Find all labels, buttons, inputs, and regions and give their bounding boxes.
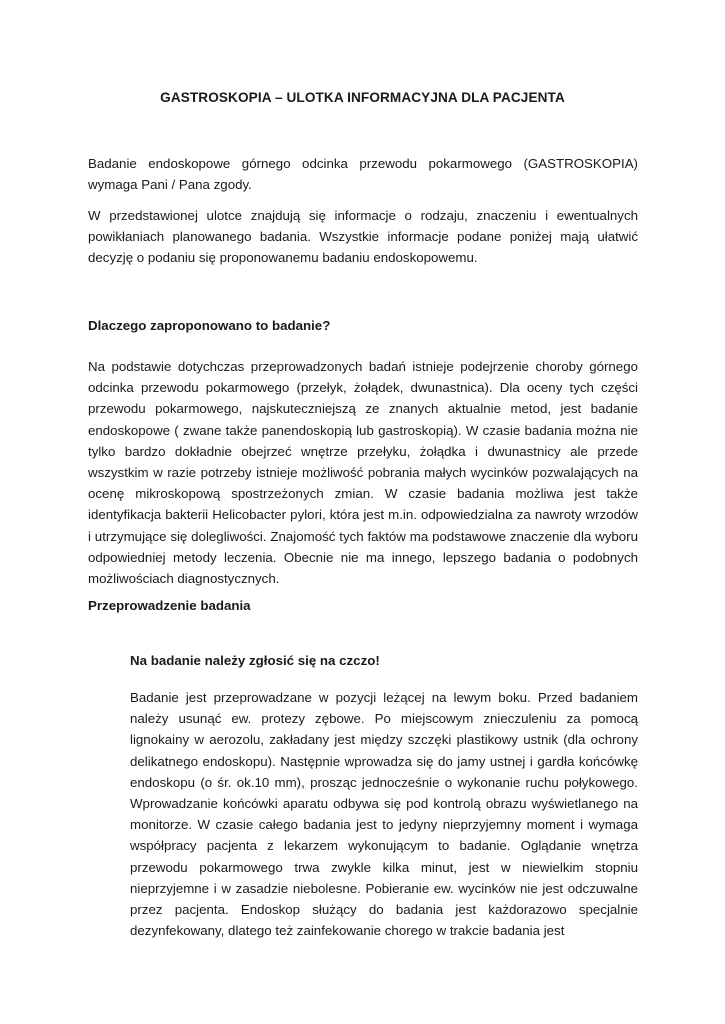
- intro-paragraph-purpose: W przedstawionej ulotce znajdują się informacje o rodzaju, znaczeniu i ewentualnych powikłaniach planowanego badania. Wszystkie informacje podane poniżej mają ułatwić decyzję o podaniu się proponowanemu badaniu endoskopowemu.: [88, 208, 638, 266]
- fasting-notice: Na badanie należy zgłosić się na czczo!: [130, 653, 380, 668]
- section-heading-procedure: Przeprowadzenie badania: [88, 598, 251, 613]
- intro-paragraph-consent: Badanie endoskopowe górnego odcinka przewodu pokarmowego (GASTROSKOPIA) wymaga Pani / Pana zgody.: [88, 156, 638, 193]
- section-heading-why: Dlaczego zaproponowano to badanie?: [88, 318, 331, 333]
- document-title: GASTROSKOPIA – ULOTKA INFORMACYJNA DLA PACJENTA: [160, 90, 565, 105]
- section-paragraph-why: Na podstawie dotychczas przeprowadzonych badań istnieje podejrzenie choroby górnego odcinka przewodu pokarmowego (przełyk, żołądek, dwunastnica). Dla oceny tych części przewodu pokarmowego, najskuteczniejszą ze znanych aktualnie metod, jest badanie endoskopowe ( zwane także panendoskopią lub gastroskopią). W czasie badania można nie tylko bardzo dokładnie obejrzeć wnętrze przełyku, żołądka i dwunastnicy ale przede wszystkim w razie potrzeby istnieje możliwość pobrania małych wycinków pozwalających na ocenę mikroskopową spostrzeżonych zmian. W czasie badania możliwa jest także identyfikacja bakterii Helicobacter pylori, która jest m.in. odpowiedzialna za nawroty wrzodów i utrzymujące się dolegliwości. Znajomość tych faktów ma podstawowe znaczenie dla wyboru odpowiedniej metody leczenia. Obecnie nie ma innego, lepszego badania o podobnych możliwościach diagnostycznych.: [88, 359, 638, 587]
- section-paragraph-procedure: Badanie jest przeprowadzane w pozycji leżącej na lewym boku. Przed badaniem należy usunąć ew. protezy zębowe. Po miejscowym znieczuleniu za pomocą lignokainy w aerozolu, zakładany jest między szczęki plastikowy ustnik (dla ochrony delikatnego endoskopu). Następnie wprowadza się do jamy ustnej i gardła końcówkę endoskopu (o śr. ok.10 mm), prosząc jednocześnie o wykonanie ruchu połykowego. Wprowadzanie końcówki aparatu odbywa się pod kontrolą obrazu wyświetlanego na monitorze. W czasie całego badania jest to jedyny nieprzyjemny moment i wymaga współpracy pacjenta z lekarzem wykonującym to badanie. Oglądanie wnętrza przewodu pokarmowego trwa zwykle kilka minut, jest w niewielkim stopniu nieprzyjemne i w zasadzie niebolesne. Pobieranie ew. wycinków nie jest odczuwalne przez pacjenta. Endoskop służący do badania jest każdorazowo specjalnie dezynfekowany, dlatego też zainfekowanie chorego w trakcie badania jest: [130, 690, 638, 939]
